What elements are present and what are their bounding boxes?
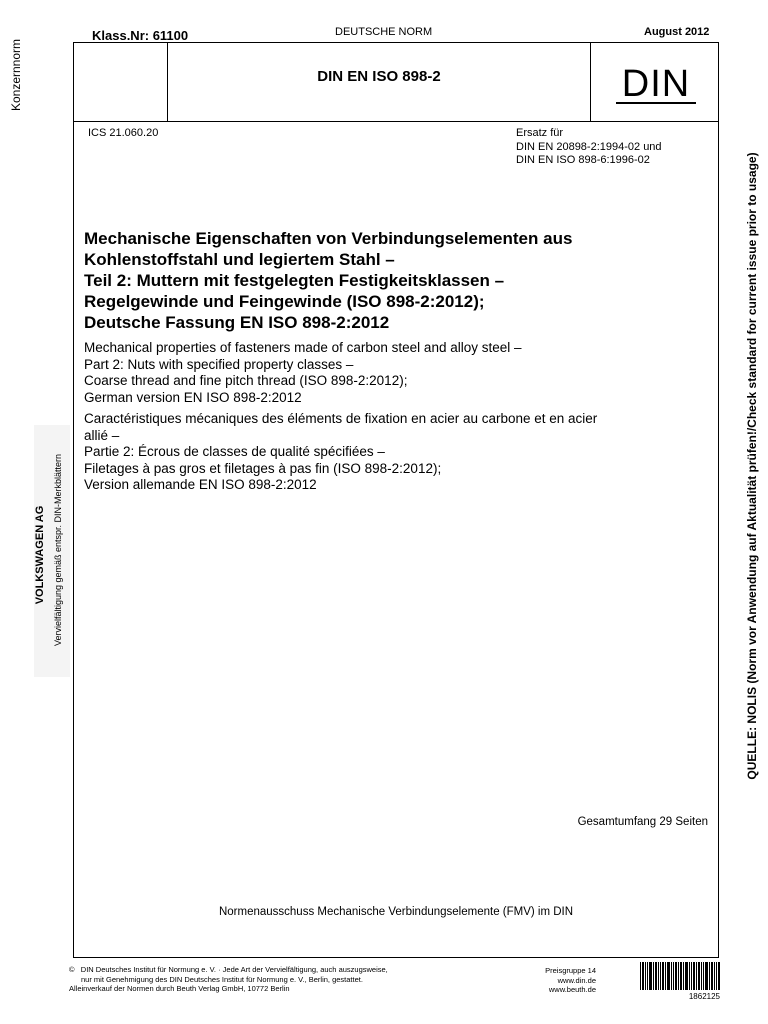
document-type: DEUTSCHE NORM — [335, 26, 433, 38]
price-group: Preisgruppe 14 — [545, 966, 596, 975]
price-info — [528, 966, 596, 995]
replacement-info — [516, 127, 662, 168]
copyright-notice — [69, 965, 489, 994]
title-english-line: German version EN ISO 898-2:2012 — [84, 389, 302, 405]
title-french-line: Caractéristiques mécaniques des éléments de fixation en acier au carbone et en acier — [84, 411, 598, 426]
title-english-line: Part 2: Nuts with specified property classes – — [84, 356, 354, 372]
din-website-link[interactable]: www.din.de — [557, 975, 596, 985]
title-english-line: Mechanical properties of fasteners made of carbon steel and alloy steel – — [84, 340, 522, 355]
ersatz-line: DIN EN ISO 898-6:1996-02 — [516, 154, 650, 166]
title-english — [84, 340, 704, 406]
header-divider — [73, 121, 719, 122]
title-french-line: Filetages à pas gros et filetages à pas fin (ISO 898-2:2012); — [84, 460, 442, 476]
title-french-line: Version allemande EN ISO 898-2:2012 — [84, 477, 317, 492]
standard-number: DIN EN ISO 898-2 — [317, 68, 441, 85]
publication-date: August 2012 — [644, 26, 710, 38]
copyright-line-text: DIN Deutsches Institut für Normung e. V. · Jede Art der Vervielfältigung, auch auszugsweise, — [80, 965, 388, 974]
document-number: 1862125 — [688, 992, 720, 1001]
volkswagen-label: VOLKSWAGEN AG — [34, 505, 46, 605]
ersatz-line: DIN EN 20898-2:1994-02 und — [516, 140, 662, 153]
copyright-symbol: © — [69, 965, 75, 974]
konzernnorm-label: Konzernnorm — [9, 38, 23, 112]
source-note: QUELLE: NOLIS (Norm vor Anwendung auf Aktualität prüfen!/Check standard for current issue prior to usage) — [745, 152, 759, 780]
copyright-line: nur mit Genehmigung des DIN Deutsches Institut für Normung e. V., Berlin, gestattet. — [81, 974, 363, 984]
title-french — [84, 411, 704, 494]
beuth-website-link[interactable]: www.beuth.de — [548, 985, 596, 994]
header-right-divider — [590, 42, 591, 122]
title-french-line: allié – — [84, 427, 120, 443]
classification-number: Klass.Nr: 61100 — [92, 28, 189, 43]
title-german-line: Kohlenstoffstahl und legiertem Stahl – — [84, 250, 395, 269]
total-pages: Gesamtumfang 29 Seiten — [577, 816, 708, 828]
barcode — [640, 962, 720, 990]
ersatz-line: Ersatz für — [516, 127, 564, 139]
title-german-line: Deutsche Fassung EN ISO 898-2:2012 — [84, 313, 390, 332]
committee-name: Normenausschuss Mechanische Verbindungselemente (FMV) im DIN — [218, 906, 574, 918]
copyright-line: Alleinverkauf der Normen durch Beuth Verlag GmbH, 10772 Berlin — [69, 984, 290, 993]
ics-code: ICS 21.060.20 — [88, 127, 159, 139]
title-german-line: Teil 2: Muttern mit festgelegten Festigkeitsklassen – — [84, 271, 505, 290]
title-german-line: Regelgewinde und Feingewinde (ISO 898-2:2012); — [84, 292, 485, 311]
title-french-line: Partie 2: Écrous de classes de qualité spécifiées – — [84, 444, 385, 459]
title-english-line: Coarse thread and fine pitch thread (ISO 898-2:2012); — [84, 373, 408, 388]
din-logo — [606, 58, 706, 106]
copyright-line — [69, 965, 489, 975]
svg-text:DIN: DIN — [621, 63, 691, 105]
title-german-line: Mechanische Eigenschaften von Verbindungselementen aus — [84, 229, 573, 248]
footer-divider — [73, 957, 719, 958]
title-german — [84, 228, 684, 333]
reproduction-note: Vervielfältigung gemäß entspr. DIN-Merkblättern — [53, 453, 63, 647]
